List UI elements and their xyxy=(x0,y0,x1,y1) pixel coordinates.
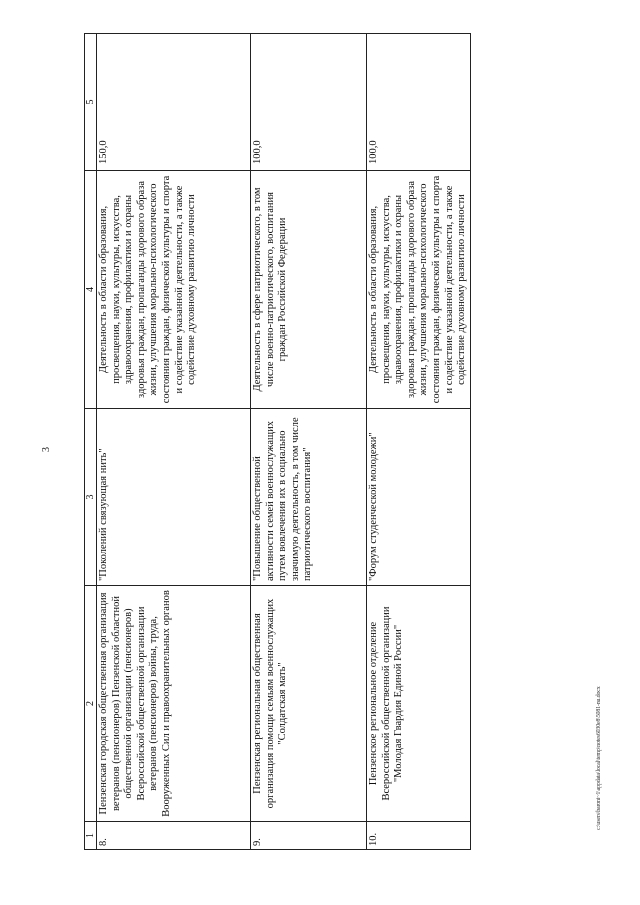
table-row xyxy=(97,34,251,850)
project-title: "Повышение общественной активности семей военнослужащих путем вовлечения их в социально значимую деятельность, в том числе патриотического воспитания" xyxy=(251,409,367,586)
page-number: 3 xyxy=(41,447,52,452)
grant-amount: 100,0 xyxy=(251,34,367,171)
activity-area: Деятельность в области образования, просвещения, науки, культуры, искусства, здравоохранения, профилактики и охраны здоровья граждан, пропаганды здорового образа жизни, улучшения морально-психологического состояния граждан, физической культуры и спорта и содействие указанной деятельности, а также содействие духовному развитию личности xyxy=(97,171,251,409)
grant-amount: 100,0 xyxy=(367,34,471,171)
organization-name: Пензенская городская общественная организация ветеранов (пенсионеров) Пензенской областной общественной организации (пенсионеров) Всероссийской общественной организации ветеранов (пенсионеров) войны, труда, Вооруженных Сил и правоохранительных органов xyxy=(97,586,251,822)
project-title: "Форум студенческой молодежи" xyxy=(367,409,471,586)
row-number: 9. xyxy=(251,822,367,850)
column-header-5: 5 xyxy=(85,34,97,171)
project-title: "Поколений связующая нить" xyxy=(97,409,251,586)
grant-amount: 150,0 xyxy=(97,34,251,171)
activity-area: Деятельность в области образования, просвещения, науки, культуры, искусства, здравоохранения, профилактики и охраны здоровья граждан, пропаганды здорового образа жизни, улучшения морально-психологического состояния граждан, физической культуры и спорта и содействие указанной деятельности, а также содействие духовному развитию личности xyxy=(367,171,471,409)
activity-area: Деятельность в сфере патриотического, в том числе военно-патриотического, воспитания граждан Российской Федерации xyxy=(251,171,367,409)
organization-name: Пензенская региональная общественная организация помощи семьям военнослужащих "Солдатская мать" xyxy=(251,586,367,822)
row-number: 8. xyxy=(97,822,251,850)
header-row xyxy=(85,34,97,850)
table-row xyxy=(251,34,367,850)
table-row xyxy=(367,34,471,850)
grants-table xyxy=(84,33,471,850)
column-header-4: 4 xyxy=(85,171,97,409)
column-header-1: 1 xyxy=(85,822,97,850)
organization-name: Пензенское региональное отделение Всероссийской общественной организации "Молодая Гвардия Единой России" xyxy=(367,586,471,822)
column-header-3: 3 xyxy=(85,409,97,586)
footer-file-path: c:\users\baroni~1\appdata\local\temp\notes6030e8\5081-nu.docx xyxy=(596,686,602,830)
column-header-2: 2 xyxy=(85,586,97,822)
row-number: 10. xyxy=(367,822,471,850)
rotated-table-wrapper xyxy=(84,34,468,850)
